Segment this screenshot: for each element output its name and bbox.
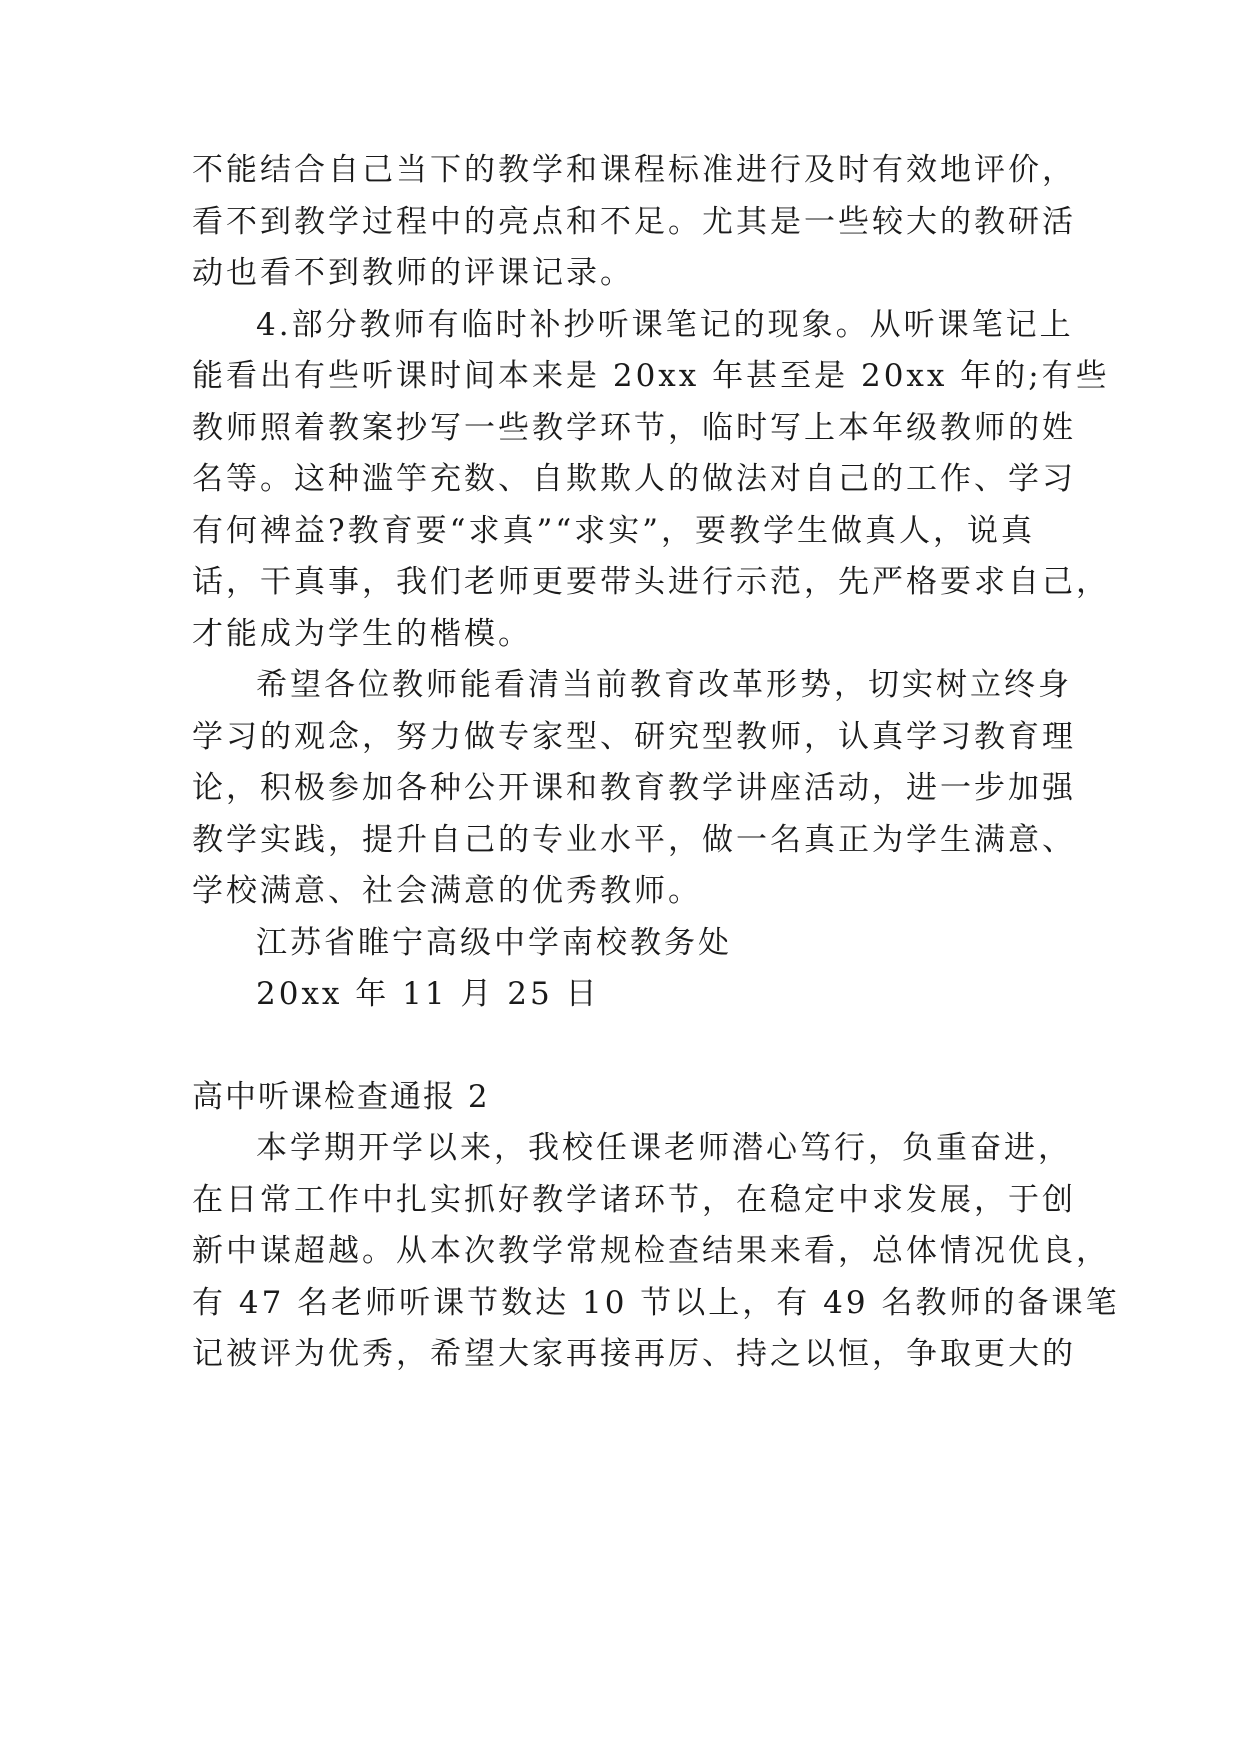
signature-org: 江苏省睢宁高级中学南校教务处 bbox=[256, 925, 732, 961]
text-line: 本学期开学以来，我校任课老师潜心笃行，负重奋进， bbox=[256, 1130, 1072, 1166]
text-line: 学习的观念，努力做专家型、研究型教师，认真学习教育理 bbox=[192, 719, 1076, 755]
text-line: 动也看不到教师的评课记录。 bbox=[192, 255, 634, 291]
text-line: 有何裨益?教育要“求真”“求实”，要教学生做真人，说真 bbox=[192, 513, 1036, 549]
text-line: 不能结合自己当下的教学和课程标准进行及时有效地评价， bbox=[192, 152, 1076, 188]
signature-date: 20xx 年 11 月 25 日 bbox=[256, 976, 600, 1012]
text-line: 能看出有些听课时间本来是 20xx 年甚至是 20xx 年的;有些 bbox=[192, 358, 1110, 394]
text-line: 记被评为优秀，希望大家再接再厉、持之以恒，争取更大的 bbox=[192, 1336, 1076, 1372]
text-line: 话，干真事，我们老师更要带头进行示范，先严格要求自己， bbox=[192, 564, 1110, 600]
text-line: 名等。这种滥竽充数、自欺欺人的做法对自己的工作、学习 bbox=[192, 461, 1076, 497]
text-line: 希望各位教师能看清当前教育改革形势，切实树立终身 bbox=[256, 667, 1072, 703]
text-line: 看不到教学过程中的亮点和不足。尤其是一些较大的教研活 bbox=[192, 204, 1076, 240]
text-line: 论，积极参加各种公开课和教育教学讲座活动，进一步加强 bbox=[192, 770, 1076, 806]
text-line: 教学实践，提升自己的专业水平，做一名真正为学生满意、 bbox=[192, 822, 1076, 858]
text-line: 在日常工作中扎实抓好教学诸环节，在稳定中求发展，于创 bbox=[192, 1182, 1076, 1218]
text-line: 学校满意、社会满意的优秀教师。 bbox=[192, 873, 702, 909]
text-line: 4.部分教师有临时补抄听课笔记的现象。从听课笔记上 bbox=[256, 307, 1074, 343]
text-line: 有 47 名老师听课节数达 10 节以上，有 49 名教师的备课笔 bbox=[192, 1285, 1120, 1321]
text-line: 新中谋超越。从本次教学常规检查结果来看，总体情况优良， bbox=[192, 1233, 1110, 1269]
section-heading: 高中听课检查通报 2 bbox=[192, 1079, 490, 1115]
text-line: 教师照着教案抄写一些教学环节，临时写上本年级教师的姓 bbox=[192, 410, 1076, 446]
text-line: 才能成为学生的楷模。 bbox=[192, 616, 532, 652]
